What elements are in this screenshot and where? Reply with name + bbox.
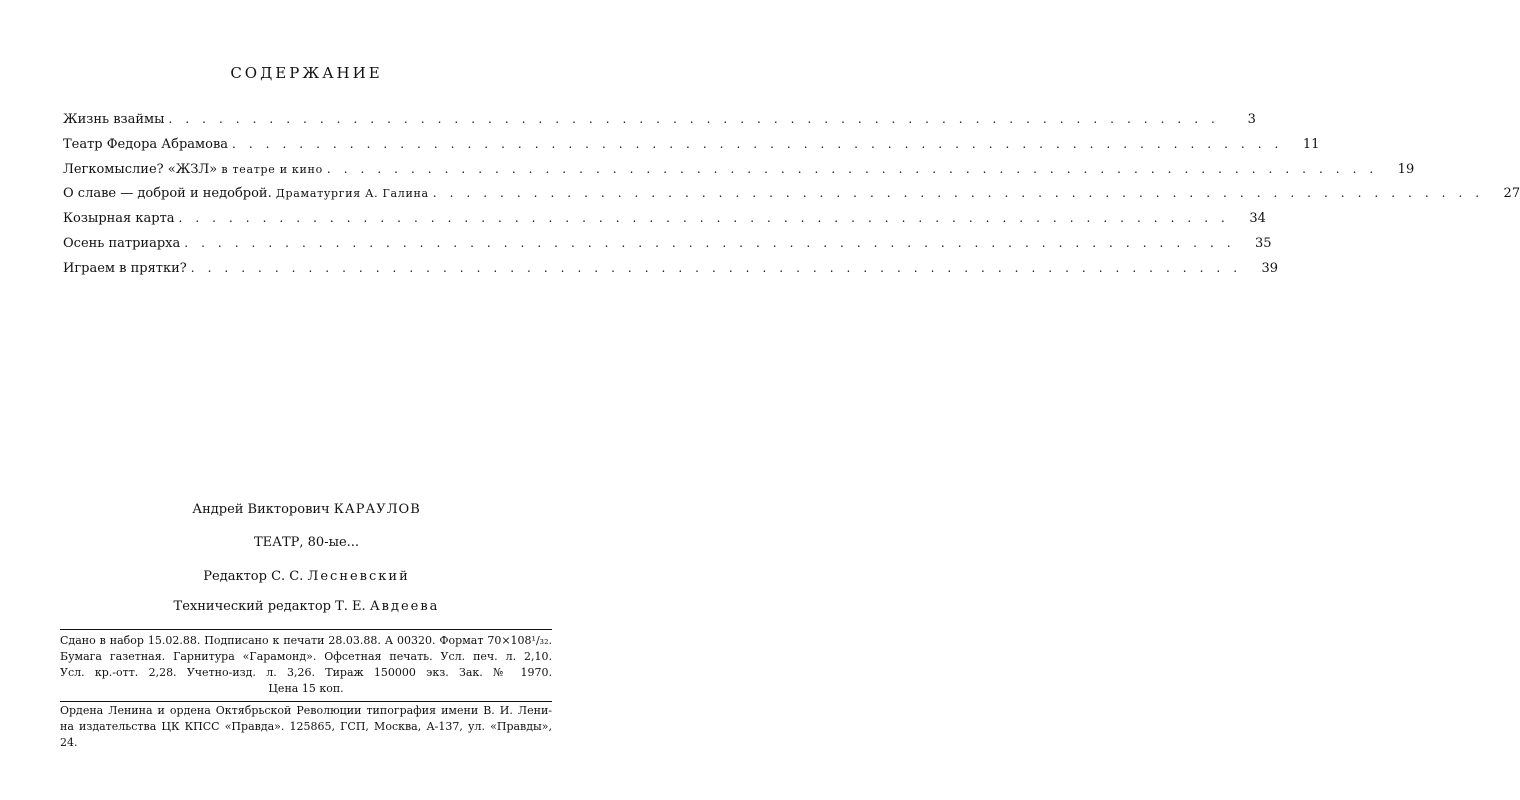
editor-line (0, 569, 613, 589)
editor-initials: С. С. (271, 569, 304, 584)
tech-editor-surname: Авдеева (369, 599, 440, 614)
toc-entry-title: О славе — доброй и недоброй. Драматургия А. Галина (63, 186, 429, 202)
toc-entry-title: Жизнь взаймы (63, 112, 165, 127)
toc-leader-dots: ............................................................... (326, 161, 1387, 176)
toc-entry-title: Осень патриарха (63, 235, 181, 251)
toc-entry-page: 35 (1255, 235, 1272, 251)
tech-editor-initials: Т. Е. (335, 599, 366, 614)
toc-entry[interactable] (63, 260, 1279, 286)
toc-entry[interactable] (63, 136, 1320, 162)
toc-entry-page: 3 (1247, 112, 1256, 127)
colophon (0, 502, 613, 619)
toc-entry-page: 19 (1397, 161, 1415, 177)
toc-entry-title: Легкомыслие? «ЖЗЛ» в театре и кино (63, 161, 323, 177)
imprint-line: Бумага газетная. Гарнитура «Гарамонд». Офсетная печать. Усл. печ. л. 2,10. (60, 650, 552, 663)
toc-entry-page: 11 (1302, 136, 1320, 152)
tech-editor-line (0, 599, 613, 619)
toc-leader-dots: ............................................................... (184, 235, 1244, 250)
toc-entry[interactable] (63, 186, 1520, 211)
toc-entry-page: 27 (1503, 186, 1520, 202)
imprint-line: Сдано в набор 15.02.88. Подписано к печати 28.03.88. А 00320. Формат 70×108¹/₃₂. (60, 634, 552, 647)
toc-entry-title: Козырная карта (63, 211, 175, 227)
printer-line: на издательства ЦК КПСС «Правда». 125865, ГСП, Москва, А-137, ул. «Правды», 24. (60, 720, 552, 749)
price: Цена 15 коп. (268, 682, 344, 695)
imprint-line: Усл. кр.-отт. 2,28. Учетно-изд. л. 3,26. Тираж 150000 экз. Зак. № 1970. (60, 666, 552, 679)
toc-entry[interactable] (63, 161, 1415, 187)
printer-info (60, 703, 552, 751)
toc-leader-dots: ............................................................... (190, 260, 1251, 275)
toc-leader-dots: ............................................................... (432, 186, 1493, 201)
author-name: Андрей Викторович (192, 502, 330, 517)
imprint-block (60, 629, 552, 702)
toc-heading: СОДЕРЖАНИЕ (230, 64, 383, 82)
toc-entry[interactable] (63, 211, 1266, 236)
printer-line: Ордена Ленина и ордена Октябрьской Революции типография имени В. И. Лени- (60, 704, 552, 717)
toc-list (63, 112, 1520, 286)
author-surname: КАРАУЛОВ (333, 502, 421, 517)
toc-entry-page: 34 (1249, 211, 1266, 227)
toc-leader-dots: ............................................................... (168, 112, 1228, 126)
editor-label: Редактор (203, 569, 267, 584)
toc-entry-title: Театр Федора Абрамова (63, 136, 229, 152)
toc-entry-title: Играем в прятки? (63, 260, 187, 276)
toc-leader-dots: ............................................................... (232, 136, 1292, 151)
book-title: ТЕАТР, 80-ые... (253, 535, 360, 550)
toc-entry[interactable] (63, 235, 1272, 261)
toc-entry[interactable] (63, 112, 1256, 137)
toc-leader-dots: ............................................................... (178, 211, 1238, 226)
toc-entry-page: 39 (1261, 260, 1279, 276)
author-line (0, 502, 613, 522)
tech-editor-label: Технический редактор (173, 599, 331, 614)
editor-surname: Лесневский (307, 569, 410, 584)
